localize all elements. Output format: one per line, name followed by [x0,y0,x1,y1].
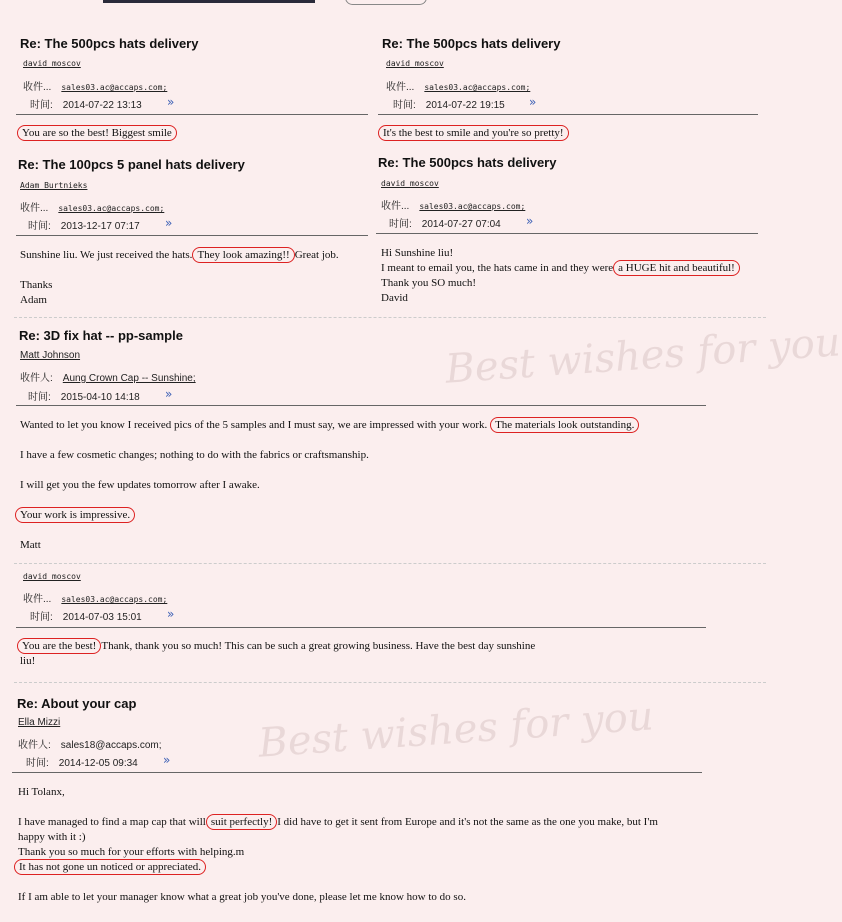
time-label: 时间: [28,392,51,403]
section-separator [14,563,766,564]
recipient-email[interactable]: sales18@accaps.com; [60,740,162,751]
recipient-row [386,78,530,93]
email-body [14,860,206,875]
recipient-row [20,369,196,384]
body-text: If I am able to let your manager know what a great job you've done, please let me know how to do so. [18,891,466,903]
highlighted-praise: You are so the best! Biggest smile [17,125,177,141]
recipient-email[interactable]: sales03.ac@accaps.com; [61,83,168,92]
recipient-label: 收件人: [20,373,53,384]
recipient-row [23,590,167,605]
body-text: Wanted to let you know I received pics of the 5 samples and I must say, we are impressed with your work. [20,419,488,431]
recipient-email[interactable]: Aung Crown Cap -- Sunshine; [62,373,196,384]
body-text: I meant to email you, the hats came in and they were [381,262,614,274]
recipient-email[interactable]: sales03.ac@accaps.com; [424,83,531,92]
watermark: Best wishes for you [256,693,655,767]
highlighted-praise: The materials look outstanding. [490,417,639,433]
recipient-email[interactable]: sales03.ac@accaps.com; [58,204,165,213]
divider [16,235,368,236]
time-row [28,388,140,403]
time-value: 2014-12-05 09:34 [58,758,138,769]
body-text: I did have to get it sent from Europe and it's not the same as the one you make, but I'm [277,816,658,828]
body-text: Thank you SO much! [381,277,477,289]
email-body [378,126,569,141]
recipient-email[interactable]: sales03.ac@accaps.com; [419,202,526,211]
section-separator [14,682,766,683]
recipient-row [381,197,525,212]
body-text: Sunshine liu. We just received the hats. [20,249,193,261]
expand-chevron-icon[interactable]: » [167,95,175,109]
sender-name[interactable]: david moscov [386,59,444,68]
divider [16,114,368,115]
body-text: I have a few cosmetic changes; nothing to do with the fabrics or craftsmanship. [20,449,369,461]
email-body [17,639,535,654]
sender-name[interactable]: Adam Burtnieks [20,181,88,190]
email-subject[interactable]: Re: 3D fix hat -- pp-sample [19,328,183,343]
time-label: 时间: [26,758,49,769]
time-value: 2014-07-22 19:15 [425,100,505,111]
recipient-row [20,199,164,214]
time-row [30,608,142,623]
body-text: Hi Tolanx, [18,786,65,798]
divider [16,405,706,406]
recipient-row [23,78,167,93]
expand-chevron-icon[interactable]: » [526,214,534,228]
sender-name[interactable]: david moscov [23,59,81,68]
expand-chevron-icon[interactable]: » [165,387,173,401]
time-value: 2014-07-27 07:04 [421,219,501,230]
divider [12,772,702,773]
body-text: liu! [20,655,36,667]
body-text: Great job. [294,249,339,261]
expand-chevron-icon[interactable]: » [167,607,175,621]
time-label: 时间: [30,612,53,623]
email-subject[interactable]: Re: The 100pcs 5 panel hats delivery [18,157,245,172]
recipient-label: 收件... [23,594,52,605]
highlighted-praise: suit perfectly! [206,814,277,830]
body-text: happy with it :) [18,831,86,843]
highlighted-praise: You are the best! [17,638,101,654]
recipient-label: 收件人: [18,740,51,751]
body-text: I will get you the few updates tomorrow after I awake. [20,479,260,491]
decorative-curve [345,0,427,5]
sender-name[interactable]: david moscov [381,179,439,188]
time-row [389,215,501,230]
email-subject[interactable]: Re: The 500pcs hats delivery [382,36,561,51]
time-label: 时间: [30,100,53,111]
divider [378,114,758,115]
recipient-row [18,736,162,751]
time-row [393,96,505,111]
time-row [28,217,140,232]
email-body [20,248,339,263]
expand-chevron-icon[interactable]: » [529,95,537,109]
body-text: Hi Sunshine liu! [381,247,454,259]
time-label: 时间: [389,219,412,230]
recipient-label: 收件... [381,201,410,212]
body-text: Adam [20,294,47,306]
body-text: Thank, thank you so much! This can be such a great growing business. Have the best day sunshine [101,640,536,652]
top-edge [0,0,780,8]
highlighted-praise: They look amazing!! [192,247,294,263]
watermark: Best wishes for you [443,319,842,393]
sender-name[interactable]: david moscov [23,572,81,581]
time-value: 2014-07-22 13:13 [62,100,142,111]
email-body [20,418,639,433]
section-separator [14,317,766,318]
expand-chevron-icon[interactable]: » [163,753,171,767]
image-strip [103,0,315,3]
time-label: 时间: [28,221,51,232]
time-label: 时间: [393,100,416,111]
divider [376,233,758,234]
email-body [18,815,658,830]
highlighted-praise: a HUGE hit and beautiful! [613,260,740,276]
body-text: I have managed to find a map cap that will [18,816,206,828]
highlighted-praise: Your work is impressive. [15,507,135,523]
body-text: Thanks [20,279,53,291]
recipient-email[interactable]: sales03.ac@accaps.com; [61,595,168,604]
expand-chevron-icon[interactable]: » [165,216,173,230]
body-text: Thank you so much for your efforts with helping.m [18,846,245,858]
sender-name[interactable]: Ella Mizzi [18,717,61,728]
email-subject[interactable]: Re: The 500pcs hats delivery [378,155,557,170]
time-value: 2015-04-10 14:18 [60,392,140,403]
recipient-label: 收件... [23,82,52,93]
time-value: 2013-12-17 07:17 [60,221,140,232]
divider [16,627,706,628]
highlighted-praise: It's the best to smile and you're so pretty! [378,125,569,141]
time-row [26,754,138,769]
email-body [381,261,740,276]
email-subject[interactable]: Re: About your cap [17,696,137,711]
body-text: Matt [20,539,41,551]
body-text: David [381,292,408,304]
recipient-label: 收件... [386,82,415,93]
recipient-label: 收件... [20,203,49,214]
email-body [17,126,177,141]
highlighted-praise: It has not gone un noticed or appreciated. [14,859,206,875]
email-subject[interactable]: Re: The 500pcs hats delivery [20,36,199,51]
email-body [15,508,135,523]
time-value: 2014-07-03 15:01 [62,612,142,623]
sender-name[interactable]: Matt Johnson [20,350,81,361]
time-row [30,96,142,111]
